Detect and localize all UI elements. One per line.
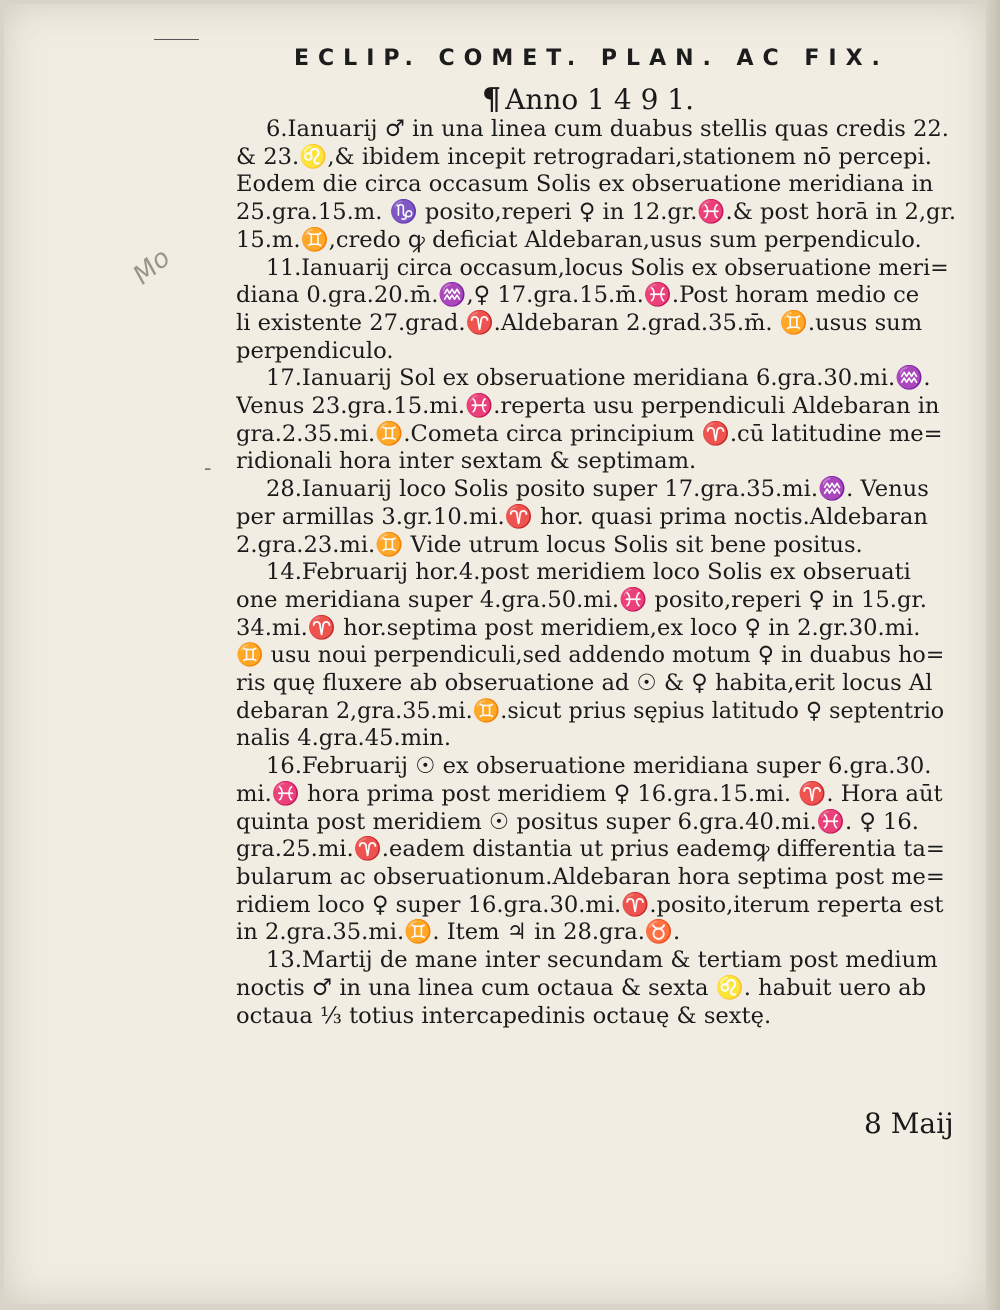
text-line: noctis ♂ in una linea cum octaua & sexta ♌. habuit uero ab bbox=[236, 974, 927, 1001]
text-line: nalis 4.gra.45.min. bbox=[236, 725, 452, 752]
text-line: & 23.♌,& ibidem incepit retrogradari,stationem nō percepi. bbox=[236, 143, 932, 170]
text-line: 25.gra.15.m. ♑ posito,reperi ♀ in 12.gr.♓.& post horā in 2,gr. bbox=[236, 199, 956, 226]
text-line: ♊ usu noui perpendiculi,sed addendo motum ♀ in duabus ho= bbox=[236, 642, 945, 669]
running-head: ECLIP. COMET. PLAN. AC FIX. bbox=[294, 46, 889, 71]
catchword: 8 Maij bbox=[864, 1107, 954, 1140]
text-line: perpendiculo. bbox=[236, 337, 394, 364]
text-line: Venus 23.gra.15.mi.♓.reperta usu perpendiculi Aldebaran in bbox=[236, 393, 940, 420]
book-page bbox=[4, 4, 986, 1304]
top-rule bbox=[154, 39, 199, 40]
margin-handwriting: Mo bbox=[127, 243, 177, 291]
text-line: ris quę fluxere ab obseruatione ad ☉ & ♀ habita,erit locus Al bbox=[236, 670, 933, 697]
text-line: one meridiana super 4.gra.50.mi.♓ posito,reperi ♀ in 15.gr. bbox=[236, 586, 927, 613]
text-line: per armillas 3.gr.10.mi.♈ hor. quasi prima noctis.Aldebaran bbox=[236, 503, 928, 530]
text-line: 14.Februarij hor.4.post meridiem loco Solis ex obseruati bbox=[266, 559, 911, 586]
text-line: octaua ⅓ totius intercapedinis octauę & sextę. bbox=[236, 1002, 772, 1029]
text-line: debaran 2,gra.35.mi.♊.sicut prius sępius latitudo ♀ septentrio bbox=[236, 697, 945, 724]
text-line: in 2.gra.35.mi.♊. Item ♃ in 28.gra.♉. bbox=[236, 919, 681, 946]
text-line: 6.Ianuarij ♂ in una linea cum duabus stellis quas credis 22. bbox=[266, 116, 949, 142]
text-line: bularum ac obseruationum.Aldebaran hora septima post me= bbox=[236, 863, 945, 890]
text-line: 13.Martij de mane inter secundam & tertiam post medium bbox=[266, 947, 938, 974]
text-line: 34.mi.♈ hor.septima post meridiem,ex loco ♀ in 2.gr.30.mi. bbox=[236, 614, 921, 641]
text-line: 11.Ianuarij circa occasum,locus Solis ex obseruatione meri= bbox=[266, 254, 949, 281]
text-line: Eodem die circa occasum Solis ex obseruatione meridiana in bbox=[236, 171, 934, 198]
text-line: ridionali hora inter sextam & septimam. bbox=[236, 448, 697, 475]
year-heading-text: Anno 1 4 9 1. bbox=[505, 83, 694, 116]
text-line: ridiem loco ♀ super 16.gra.30.mi.♈.posito,iterum reperta est bbox=[236, 891, 944, 918]
text-line: diana 0.gra.20.m̄.♒,♀ 17.gra.15.m̄.♓.Post horam medio ce bbox=[236, 282, 920, 309]
body-text bbox=[236, 116, 956, 1030]
pilcrow-icon: ¶ bbox=[482, 82, 502, 117]
text-line: mi.♓ hora prima post meridiem ♀ 16.gra.15.mi. ♈. Hora aūt bbox=[236, 780, 943, 807]
text-line: 17.Ianuarij Sol ex obseruatione meridiana 6.gra.30.mi.♒. bbox=[266, 365, 931, 392]
year-heading bbox=[482, 82, 742, 117]
text-line: gra.25.mi.♈.eadem distantia ut prius eademꝙ differentia ta= bbox=[236, 836, 945, 863]
text-line: 28.Ianuarij loco Solis posito super 17.gra.35.mi.♒. Venus bbox=[266, 476, 929, 503]
text-line: 2.gra.23.mi.♊ Vide utrum locus Solis sit bene positus. bbox=[236, 531, 863, 558]
text-line: quinta post meridiem ☉ positus super 6.gra.40.mi.♓. ♀ 16. bbox=[236, 808, 919, 835]
text-line: 15.m.♊,credo ꝙ deficiat Aldebaran,usus sum perpendiculo. bbox=[236, 226, 922, 253]
text-line: 16.Februarij ☉ ex obseruatione meridiana super 6.gra.30. bbox=[266, 753, 932, 780]
text-line: gra.2.35.mi.♊.Cometa circa principium ♈.cū latitudine me= bbox=[236, 420, 943, 447]
margin-mark: - bbox=[204, 456, 212, 481]
page-edge bbox=[986, 0, 1000, 1310]
text-line: li existente 27.grad.♈.Aldebaran 2.grad.35.m̄. ♊.usus sum bbox=[236, 309, 923, 336]
